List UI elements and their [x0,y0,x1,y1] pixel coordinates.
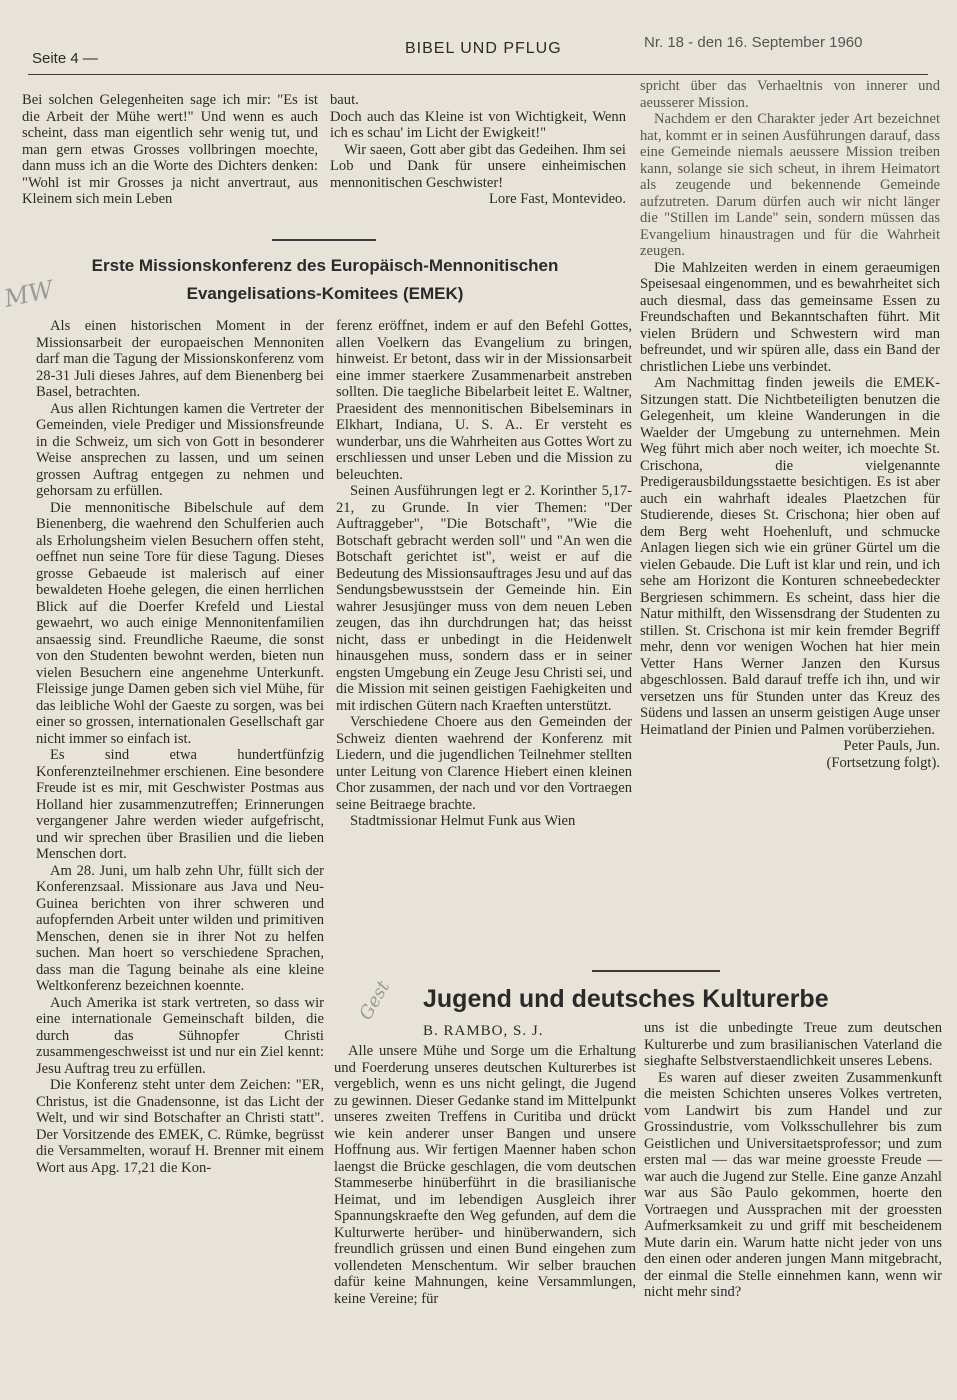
section-rule [272,239,376,241]
article2-headline: Jugend und deutsches Kulturerbe [423,985,829,1013]
article1-col2 [336,318,632,830]
author-signature: Peter Pauls, Jun. [843,738,940,754]
page-number: Seite 4 — [32,50,98,67]
article2-col2 [644,1020,942,1301]
article2-col1 [334,1043,636,1307]
article1-title-line1: Erste Missionskonferenz des Europäisch-Mennonitischen [91,256,559,275]
page-header [0,0,957,90]
paragraph: Die Mahlzeiten werden in einem geraeumigen Speisesaal eingenommen, und es bewahrheitet sich auch diesmal, dass das gemeinsame Essen zu Freundschaften und Bekanntschaften führt. Mit vielen Brüdern und Schwestern wird man befreundet, und wir spüren alle, dass ein Band der christlichen Liebe uns verbindet. [640,259,940,375]
paragraph: Bei solchen Gelegenheiten sage ich mir: "Es ist die Arbeit der Mühe wert!" Und wenn es auch scheint, dass man eigentlich sehr wenig tut, und man gern etwas Grosses vollbringen moechte, dann muss ich an die Worte des Dichters denken: "Wohl ist mir Grosses ja nicht anvertraut, aus Kleinem sich mein Leben [22,92,318,207]
article1-headline [70,252,580,308]
top-article-col1 [22,92,318,208]
margin-note: MW [1,275,56,313]
paragraph: baut. [330,92,359,108]
issue-date: Nr. 18 - den 16. September 1960 [644,34,863,51]
paragraph: uns ist die unbedingte Treue zum deutschen Kulturerbe und zum brasilianischen Vaterland die sieghafte Selbstverstaendlichkeit unseres Lebens. [644,1020,942,1069]
paragraph: Wir saeen, Gott aber gibt das Gedeihen. Ihm sei Lob und Dank für unsere einheimischen mennonitischen Geschwister! [330,141,626,191]
top-article-col2 [330,92,626,208]
article1-title-line2: Evangelisations-Komitees (EMEK) [186,284,464,303]
header-rule [28,74,928,75]
paragraph: Stadtmissionar Helmut Funk aus Wien [350,813,576,829]
paragraph: Es sind etwa hundertfünfzig Konferenzteilnehmer erschienen. Eine besondere Freude ist es mir, mit Geschwister Postmas aus Holland hier zusammenzutreffen; Erinnerungen vergangener Jahre werden wieder aufgefrischt, und wir sprechen über Brasilien und die lieben Menschen dort. [36,747,324,862]
article1-col1 [36,318,324,1176]
masthead: BIBEL UND PFLUG [405,40,562,57]
pencil-note: Gest [355,977,395,1024]
paragraph: Am 28. Juni, um halb zehn Uhr, füllt sich der Konferenzsaal. Missionare aus Java und Neu-Guinea berichten von ihrer schweren und aufopfernden Arbeit unter wilden und primitiven Menschen, denen sie in ihrer Not zu helfen suchen. Man hoert so verschiedene Sprachen, dass man die Tagung beinahe als eine kleine Weltkonferenz bezeichnen koennte. [36,862,324,994]
continued-note: (Fortsetzung folgt). [826,754,940,771]
paragraph: Verschiedene Choere aus den Gemeinden der Schweiz dienten waehrend der Konferenz mit Liedern, und die jugendlichen Teilnehmer stellten unter Leitung von Clarence Hiebert einen kleinen Chor zusammen, der nach und vor den Vortraegen seine Beitraege brachte. [336,714,632,813]
paragraph: Die mennonitische Bibelschule auf dem Bienenberg, die waehrend den Schulferien auch als Erholungsheim vielen Besuchern offen steht, oeffnet nun seine Tore für diese Tagung. Dieses grosse Gebaeude ist malerisch auf einer bewaldeten Hoehe gelegen, die einen herrlichen Blick auf die Doerfer Krefeld und Liestal gewaehrt, wo auch einige Mennonitenfamilien ansaessig sind. Freundliche Raeume, die sonst von den Studenten bewohnt werden, bieten nun vielen Besuchern eine angenehme Unterkunft. Fleissige junge Damen geben sich viel Mühe, für das leibliche Wohl der Gaeste zu sorgen, was bei einer so grossen, internationalen Gesellschaft gar nicht immer so einfach ist. [36,499,324,747]
paragraph: Als einen historischen Moment in der Missionsarbeit der europaeischen Mennoniten darf man die Tagung der Missionskonferenz vom 28-31 Juli dieses Jahres, auf dem Bienenberg bei Basel, betrachten. [36,318,324,400]
article1-col3 [640,78,940,771]
paragraph: Aus allen Richtungen kamen die Vertreter der Gemeinden, viele Prediger und Missionsfreunde in die Schweiz, um sich von Gott in besonderer Weise ansprechen zu lassen, und um seinen grossen Auftrag entgegen zu nehmen und gehorsam zu erfüllen. [36,400,324,499]
paragraph: Die Konferenz steht unter dem Zeichen: "ER, Christus, ist die Gnadensonne, ist das Licht der Welt, und wir sind Botschafter an Christi statt". Der Vorsitzende des EMEK, C. Rümke, begrüsst die Versammelten, worauf H. Brenner mit einem Wort aus Apg. 17,21 die Kon- [36,1077,324,1176]
paragraph: Auch Amerika ist stark vertreten, so dass wir eine internationale Gemeinschaft bilden, die durch das Sühnopfer Christi zusammengeschweisst ist und nur ein Ziel kennt: Jesu Auftrag treu zu erfüllen. [36,994,324,1077]
author-signature: Lore Fast, Montevideo. [489,191,626,207]
paragraph: Es waren auf dieser zweiten Zusammenkunft die meisten Schichten unseres Volkes vertreten, vom Landwirt bis zum Handel und zur Grossindustrie, vom Volksschullehrer bis zum Geistlichen und Universitaetsprofessor; und zum ersten mal — das war meine groesste Freude — war auch die Jugend zur Stelle. Eine ganze Anzahl war aus São Paulo gekommen, hoerte den Vortraegen und Aussprachen mit der groessten Aufmerksamkeit zu und griff mit bescheidenem Mute darin ein. Warum hatte nicht jeder von uns den einen oder anderen jungen Mann mitgebracht, der einmal die Stelle einnehmen kann, wenn wir nicht mehr sind? [644,1069,942,1300]
paragraph: ferenz eröffnet, indem er auf den Befehl Gottes, allen Voelkern das Evangelium zu bringen, hinweist. Er betont, dass wir in der Missionsarbeit eine immer staerkere Zusammenarbeit anstreben sollten. Die taegliche Bibelarbeit leitet E. Waltner, Praesident des mennonitischen Bibelseminars in Elkhart, Indiana, U. S. A.. Er versteht es wunderbar, uns die Wahrheiten aus Gottes Wort zu erschliessen und unser Leben und die Mission zu beleuchten. [336,318,632,483]
paragraph: Alle unsere Mühe und Sorge um die Erhaltung und Foerderung unseres deutschen Kulturerbes ist vergeblich, wenn es uns nicht gelingt, die Jugend zu gewinnen. Dieser Gedanke stand im Mittelpunkt unseres zweiten Treffens in Curitiba und drückt wie kein anderer unser Bangen und unsere Hoffnung aus. Wir fertigen Maenner haben schon laengst die Brücke geschlagen, die vom deutschen Stammeserbe hinüberführt in die brasilianische Heimat, und im lebendigen Ausgleich ihrer Spannungskraefte den Weg gefunden, auf dem die Kulturwerte herüber- und hinüberwandern, sich freundlich grüssen und einen Bund eingehen zum vollendeten Menschentum. Wir selber brauchen dafür keine Mahnungen, keine Versammlungen, keine Vereine; für [334,1043,636,1307]
paragraph: Am Nachmittag finden jeweils die EMEK-Sitzungen statt. Die Nichtbeteiligten benutzen die Gelegenheit, um kleine Wanderungen in die Waelder der Umgebung zu unternehmen. Mein Weg führt mich aber noch weiter, ich moechte St. Crischona, die vielgenannte Predigerausbildungsstaette besichtigen. Es ist aber auch ein wahrhaft ideales Plaetzchen für Studierende, dieses St. Crischona; hier oben auf dem Berg weht Hoehenluft, und schmucke Anlagen liegen sich wie ein grüner Gürtel um die vielen Gebaude. Die Luft ist klar und rein, und ich sehe am Horizont die Konturen schneebedeckter Bergriesen schimmern. Es scheint, dass hier die Natur mithilft, den Wissensdrang der Studenten zu stillen. St. Crischona ist mir kein fremder Begriff mehr, denn vor wenigen Wochen hat hier mein Vetter Hans Werner Janzen den Kursus abgeschlossen. Bald darauf treffe ich ihn, und wir versetzen uns für Stunden unter das Kreuz des Südens und lassen an unserm geistigen Auge unser Heimatland der Pinien und Palmen vorüberziehen. [640,375,940,738]
paragraph: spricht über das Verhaeltnis von innerer und aeusserer Mission. [640,78,940,111]
article2-byline: B. RAMBO, S. J. [423,1023,544,1039]
section-rule [592,970,720,972]
paragraph: Seinen Ausführungen legt er 2. Korinther 5,17-21, zu Grunde. In vier Themen: "Der Auftraggeber", "Die Botschaft", "Wie die Botschaft gebracht werden soll" und "An wen die Botschaft gerichtet ist", weist er auf die Bedeutung des Missionsauftrages Jesu und auf das Sendungsbewusstsein der Gemeinde hin. Ein wahrer Jesusjünger muss von dem neuen Leben zeugen, das ihn durchdrungen hat; das heisst nicht, dass er unbedingt in die Heidenwelt hinausgehen muss, sondern dass er in seiner engsten Umgebung ein Zeuge Jesu Christi sei, und die Mission mit seinen geistigen Faehigkeiten und mit irdischen Gütern nach Kraeften unterstützt. [336,483,632,714]
poem-lines: Doch auch das Kleine ist von Wichtigkeit, Wenn ich es schau' im Licht der Ewigkeit!" [330,108,626,141]
paragraph: Nachdem er den Charakter jeder Art bezeichnet hat, kommt er in seinen Ausführungen darauf, dass eine Gemeinde niemals aeussere Mission treiben kann, solange sie sich scheut, in ihrem Heimatort als zeugende und bekennende Gemeinde aufzutreten. Darum dürfen auch wir nicht länger die "Stillen im Lande" sein, sondern müssen das Evangelium hinaustragen und für die Wahrheit zeugen. [640,111,940,259]
